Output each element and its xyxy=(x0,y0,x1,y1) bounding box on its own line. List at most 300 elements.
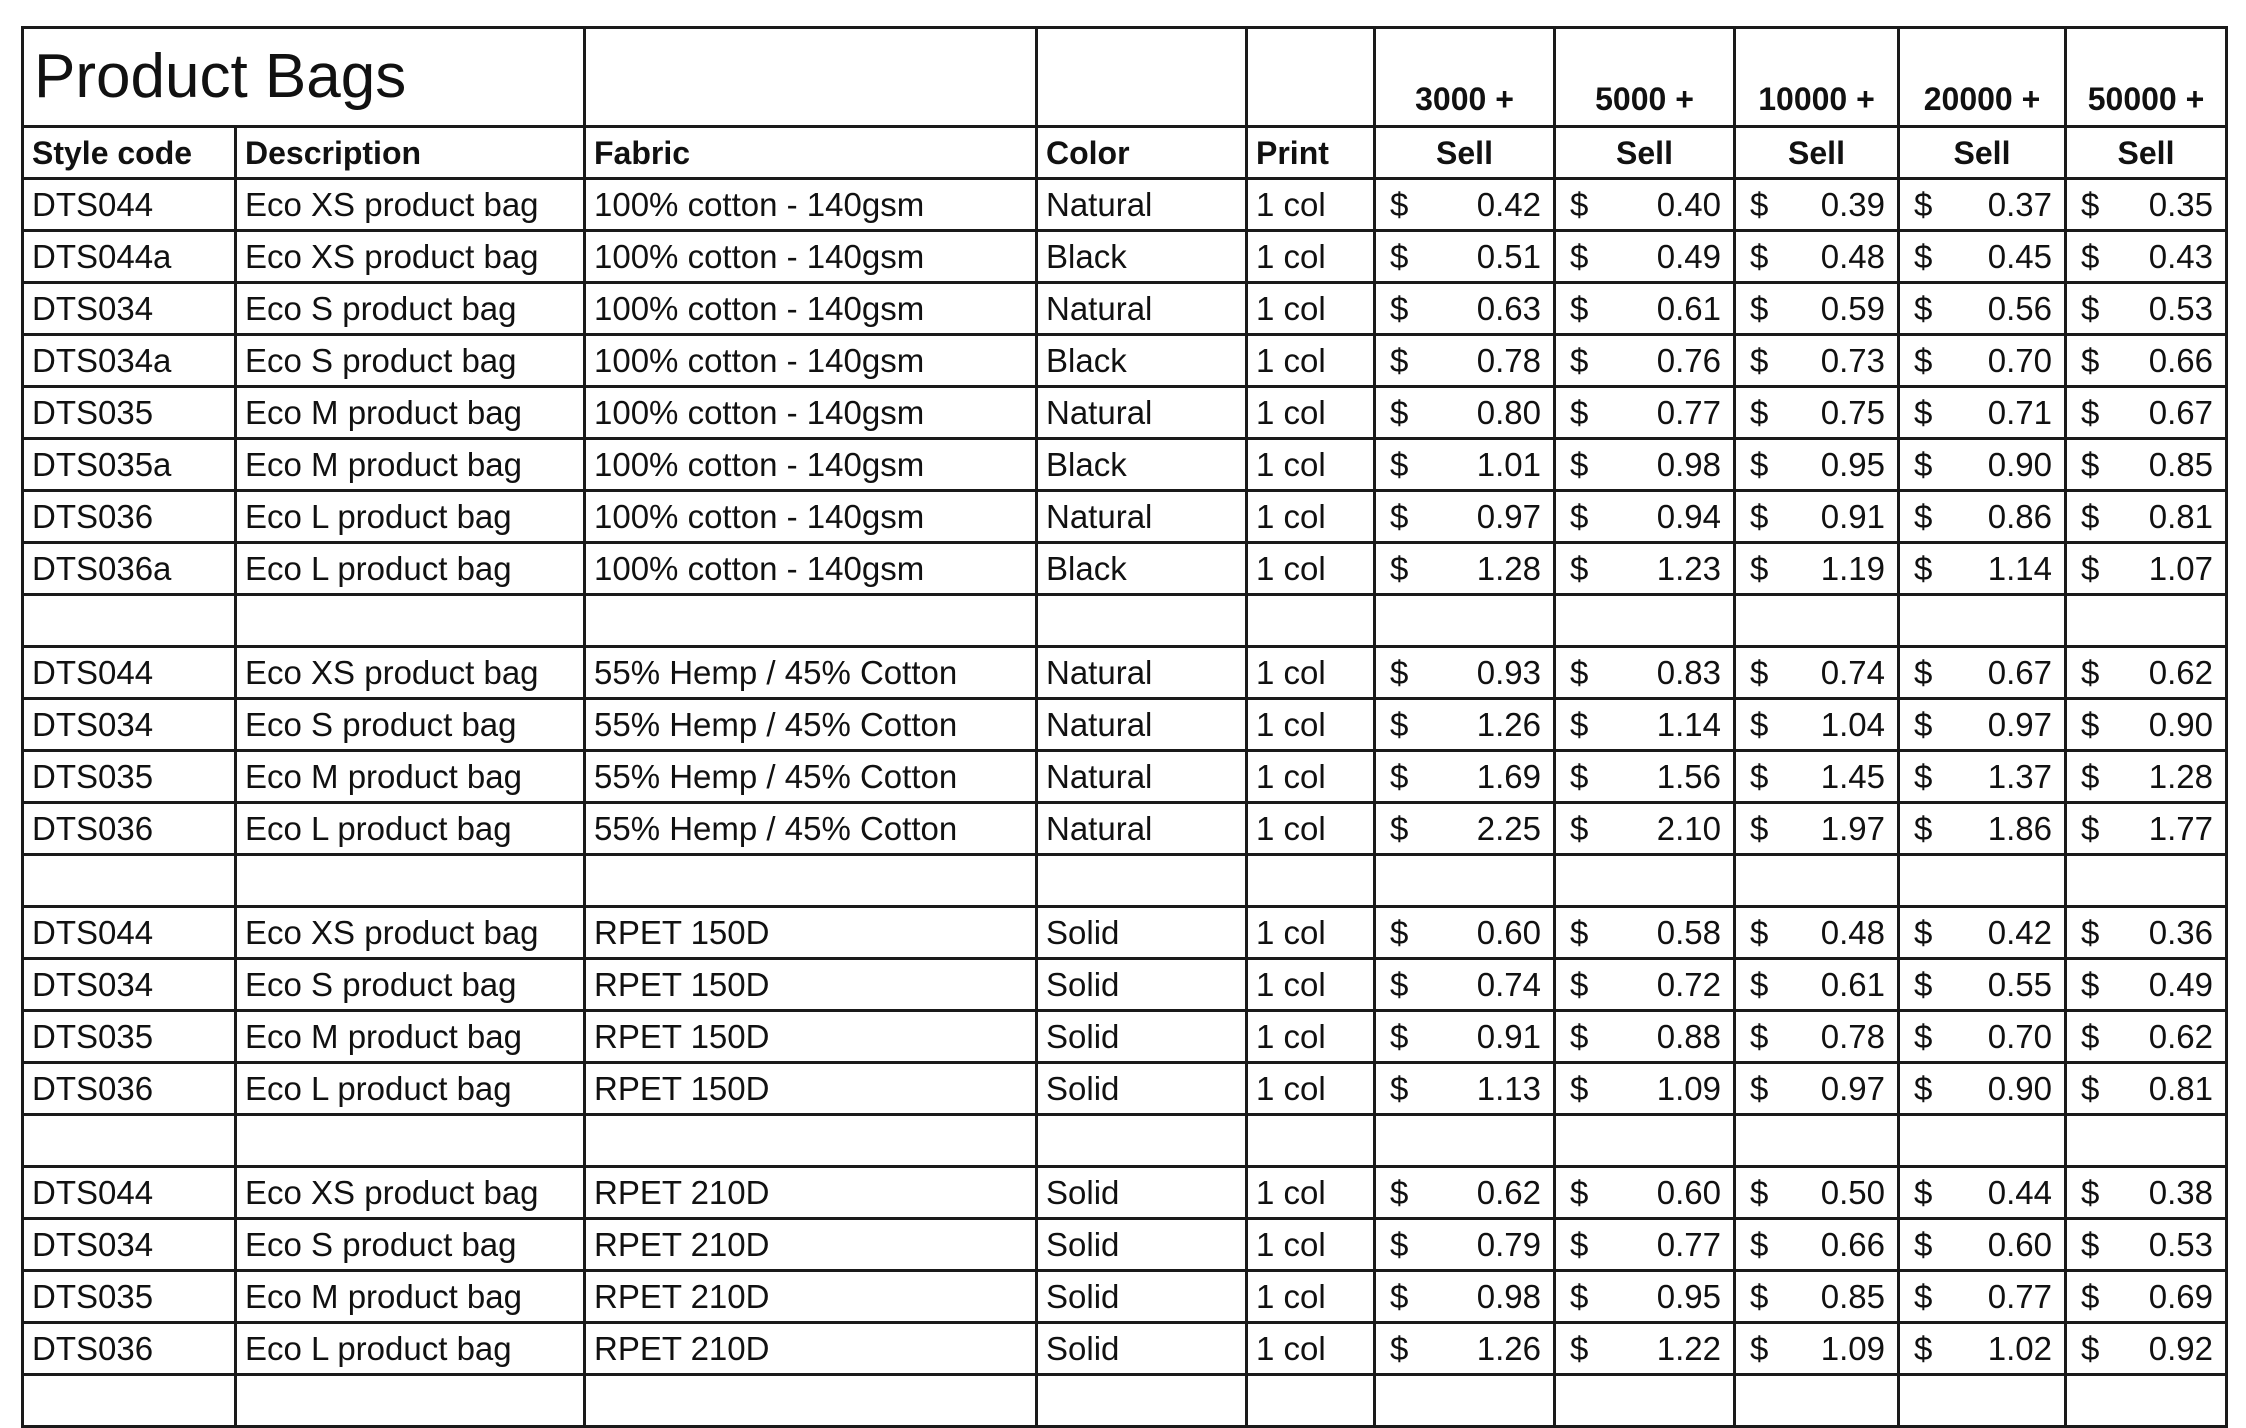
price-cell xyxy=(1555,283,1735,335)
price-amount: 0.98 xyxy=(1656,446,1721,483)
print-cell: 1 col xyxy=(1247,335,1375,387)
qty-header-3000: 3000 + xyxy=(1375,28,1555,127)
blank-cell xyxy=(2066,855,2227,907)
currency-symbol: $ xyxy=(2081,1226,2100,1263)
print-cell: 1 col xyxy=(1247,647,1375,699)
currency-symbol: $ xyxy=(1750,706,1769,743)
price-cell xyxy=(2066,1219,2227,1271)
blank-cell xyxy=(585,1375,1037,1427)
price-cell xyxy=(1375,1219,1555,1271)
currency-symbol: $ xyxy=(1750,758,1769,795)
style-code-cell: DTS035 xyxy=(23,751,236,803)
price-value xyxy=(1750,708,1885,741)
price-amount: 0.91 xyxy=(1820,498,1885,535)
price-value xyxy=(1750,1228,1885,1261)
currency-symbol: $ xyxy=(1750,914,1769,951)
price-cell xyxy=(1555,335,1735,387)
description-cell: Eco XS product bag xyxy=(236,1167,585,1219)
price-cell xyxy=(1735,803,1899,855)
price-amount: 1.13 xyxy=(1476,1070,1541,1107)
currency-symbol: $ xyxy=(2081,654,2100,691)
currency-symbol: $ xyxy=(2081,1278,2100,1315)
price-amount: 0.74 xyxy=(1820,654,1885,691)
price-value xyxy=(1914,240,2052,273)
fabric-cell: RPET 210D xyxy=(585,1323,1037,1375)
fabric-cell: RPET 150D xyxy=(585,1063,1037,1115)
color-cell: Solid xyxy=(1037,1323,1247,1375)
color-cell: Solid xyxy=(1037,959,1247,1011)
style-code-cell: DTS044 xyxy=(23,647,236,699)
currency-symbol: $ xyxy=(1750,1330,1769,1367)
print-cell: 1 col xyxy=(1247,1271,1375,1323)
price-value xyxy=(2081,656,2213,689)
price-amount: 1.04 xyxy=(1820,706,1885,743)
price-cell xyxy=(1375,439,1555,491)
price-value xyxy=(1390,760,1541,793)
price-value xyxy=(2081,968,2213,1001)
price-cell xyxy=(1735,699,1899,751)
description-cell: Eco M product bag xyxy=(236,439,585,491)
price-value xyxy=(2081,760,2213,793)
currency-symbol: $ xyxy=(1390,1330,1409,1367)
price-cell xyxy=(1555,231,1735,283)
price-value xyxy=(1750,1020,1885,1053)
fabric-cell: 55% Hemp / 45% Cotton xyxy=(585,803,1037,855)
price-cell xyxy=(1899,283,2066,335)
table-row xyxy=(23,543,2227,595)
color-cell: Black xyxy=(1037,231,1247,283)
table-row xyxy=(23,179,2227,231)
color-cell: Natural xyxy=(1037,803,1247,855)
fabric-cell: RPET 210D xyxy=(585,1167,1037,1219)
currency-symbol: $ xyxy=(2081,550,2100,587)
style-code-cell: DTS036 xyxy=(23,491,236,543)
price-cell xyxy=(2066,1167,2227,1219)
price-amount: 0.48 xyxy=(1820,238,1885,275)
price-amount: 0.62 xyxy=(2148,654,2213,691)
currency-symbol: $ xyxy=(2081,394,2100,431)
price-value xyxy=(1570,1332,1721,1365)
price-value xyxy=(1914,344,2052,377)
currency-symbol: $ xyxy=(1750,498,1769,535)
currency-symbol: $ xyxy=(1914,238,1933,275)
currency-symbol: $ xyxy=(2081,290,2100,327)
print-cell: 1 col xyxy=(1247,907,1375,959)
currency-symbol: $ xyxy=(2081,1070,2100,1107)
currency-symbol: $ xyxy=(1570,914,1589,951)
currency-symbol: $ xyxy=(1914,810,1933,847)
price-value xyxy=(1390,1332,1541,1365)
price-amount: 1.14 xyxy=(1656,706,1721,743)
blank-cell xyxy=(1735,1375,1899,1427)
price-value xyxy=(1750,968,1885,1001)
price-cell xyxy=(1735,491,1899,543)
price-cell xyxy=(1375,907,1555,959)
currency-symbol: $ xyxy=(1914,1330,1933,1367)
price-value xyxy=(1390,1176,1541,1209)
currency-symbol: $ xyxy=(1570,758,1589,795)
price-value xyxy=(1570,916,1721,949)
blank-cell xyxy=(1037,595,1247,647)
price-amount: 0.81 xyxy=(2148,1070,2213,1107)
price-cell xyxy=(1899,1063,2066,1115)
fabric-cell: RPET 210D xyxy=(585,1219,1037,1271)
price-cell xyxy=(1899,179,2066,231)
price-cell xyxy=(2066,439,2227,491)
currency-symbol: $ xyxy=(1390,654,1409,691)
price-value xyxy=(2081,292,2213,325)
currency-symbol: $ xyxy=(2081,446,2100,483)
table-row xyxy=(23,1323,2227,1375)
color-cell: Black xyxy=(1037,439,1247,491)
print-cell: 1 col xyxy=(1247,491,1375,543)
price-amount: 1.23 xyxy=(1656,550,1721,587)
description-cell: Eco S product bag xyxy=(236,335,585,387)
price-cell xyxy=(1899,959,2066,1011)
price-value xyxy=(1570,708,1721,741)
description-cell: Eco XS product bag xyxy=(236,179,585,231)
blank-cell xyxy=(585,1115,1037,1167)
currency-symbol: $ xyxy=(1914,1018,1933,1055)
style-code-cell: DTS034 xyxy=(23,283,236,335)
price-cell xyxy=(1375,1167,1555,1219)
title-blank-cell xyxy=(585,28,1037,127)
price-value xyxy=(2081,1176,2213,1209)
price-cell xyxy=(1555,543,1735,595)
price-amount: 0.88 xyxy=(1656,1018,1721,1055)
price-cell xyxy=(1555,699,1735,751)
price-value xyxy=(1570,292,1721,325)
style-code-cell: DTS036 xyxy=(23,1063,236,1115)
price-value xyxy=(1390,708,1541,741)
price-value xyxy=(1750,1072,1885,1105)
price-cell xyxy=(1899,751,2066,803)
price-cell xyxy=(1735,179,1899,231)
color-cell: Solid xyxy=(1037,1167,1247,1219)
description-cell: Eco S product bag xyxy=(236,1219,585,1271)
table-row xyxy=(23,231,2227,283)
color-cell: Black xyxy=(1037,335,1247,387)
table-row xyxy=(23,283,2227,335)
price-value xyxy=(1750,812,1885,845)
price-value xyxy=(2081,240,2213,273)
price-value xyxy=(2081,396,2213,429)
blank-cell xyxy=(1037,855,1247,907)
price-amount: 0.75 xyxy=(1820,394,1885,431)
price-amount: 0.77 xyxy=(1656,394,1721,431)
description-cell: Eco L product bag xyxy=(236,1063,585,1115)
blank-cell xyxy=(1555,855,1735,907)
price-cell xyxy=(1735,959,1899,1011)
price-cell xyxy=(1375,1323,1555,1375)
description-cell: Eco L product bag xyxy=(236,803,585,855)
price-value xyxy=(1390,500,1541,533)
price-amount: 0.55 xyxy=(1987,966,2052,1003)
blank-cell xyxy=(236,595,585,647)
price-cell xyxy=(1375,647,1555,699)
price-value xyxy=(2081,812,2213,845)
color-cell: Natural xyxy=(1037,387,1247,439)
price-amount: 0.98 xyxy=(1476,1278,1541,1315)
price-cell xyxy=(1899,699,2066,751)
blank-cell xyxy=(1037,1375,1247,1427)
description-cell: Eco M product bag xyxy=(236,387,585,439)
currency-symbol: $ xyxy=(1570,1018,1589,1055)
price-amount: 1.56 xyxy=(1656,758,1721,795)
price-amount: 0.93 xyxy=(1476,654,1541,691)
currency-symbol: $ xyxy=(1390,446,1409,483)
currency-symbol: $ xyxy=(1750,654,1769,691)
currency-symbol: $ xyxy=(2081,758,2100,795)
price-cell xyxy=(2066,803,2227,855)
blank-cell xyxy=(1555,1115,1735,1167)
price-value xyxy=(1750,240,1885,273)
price-amount: 0.95 xyxy=(1820,446,1885,483)
price-cell xyxy=(2066,751,2227,803)
currency-symbol: $ xyxy=(1390,186,1409,223)
description-cell: Eco L product bag xyxy=(236,543,585,595)
price-value xyxy=(1570,500,1721,533)
price-cell xyxy=(1375,959,1555,1011)
price-value xyxy=(1570,1280,1721,1313)
price-amount: 2.25 xyxy=(1476,810,1541,847)
print-cell: 1 col xyxy=(1247,283,1375,335)
currency-symbol: $ xyxy=(1390,498,1409,535)
price-cell xyxy=(1555,1271,1735,1323)
price-value xyxy=(1570,1176,1721,1209)
currency-symbol: $ xyxy=(1750,290,1769,327)
price-amount: 0.60 xyxy=(1987,1226,2052,1263)
style-code-cell: DTS035 xyxy=(23,1271,236,1323)
header-color: Color xyxy=(1037,127,1247,179)
blank-row xyxy=(23,1115,2227,1167)
price-amount: 1.69 xyxy=(1476,758,1541,795)
price-value xyxy=(1570,240,1721,273)
price-amount: 0.85 xyxy=(1820,1278,1885,1315)
price-amount: 0.76 xyxy=(1656,342,1721,379)
fabric-cell: 100% cotton - 140gsm xyxy=(585,335,1037,387)
blank-cell xyxy=(2066,1375,2227,1427)
price-amount: 0.42 xyxy=(1476,186,1541,223)
print-cell: 1 col xyxy=(1247,439,1375,491)
price-amount: 0.38 xyxy=(2148,1174,2213,1211)
style-code-cell: DTS035 xyxy=(23,1011,236,1063)
price-amount: 0.58 xyxy=(1656,914,1721,951)
price-amount: 0.43 xyxy=(2148,238,2213,275)
price-cell xyxy=(1899,439,2066,491)
currency-symbol: $ xyxy=(1570,394,1589,431)
price-value xyxy=(1570,396,1721,429)
price-amount: 0.44 xyxy=(1987,1174,2052,1211)
price-cell xyxy=(1375,751,1555,803)
price-amount: 1.07 xyxy=(2148,550,2213,587)
color-cell: Solid xyxy=(1037,1063,1247,1115)
description-cell: Eco XS product bag xyxy=(236,647,585,699)
price-amount: 0.94 xyxy=(1656,498,1721,535)
price-amount: 1.45 xyxy=(1820,758,1885,795)
price-cell xyxy=(1899,335,2066,387)
price-amount: 0.92 xyxy=(2148,1330,2213,1367)
currency-symbol: $ xyxy=(1390,394,1409,431)
price-amount: 2.10 xyxy=(1656,810,1721,847)
currency-symbol: $ xyxy=(1570,966,1589,1003)
price-value xyxy=(1914,1332,2052,1365)
price-amount: 0.60 xyxy=(1656,1174,1721,1211)
currency-symbol: $ xyxy=(1914,394,1933,431)
price-cell xyxy=(2066,1063,2227,1115)
blank-cell xyxy=(1735,595,1899,647)
currency-symbol: $ xyxy=(1570,238,1589,275)
price-amount: 0.61 xyxy=(1820,966,1885,1003)
currency-symbol: $ xyxy=(1390,966,1409,1003)
header-print: Print xyxy=(1247,127,1375,179)
description-cell: Eco XS product bag xyxy=(236,231,585,283)
price-amount: 0.81 xyxy=(2148,498,2213,535)
price-cell xyxy=(1899,803,2066,855)
price-value xyxy=(1390,812,1541,845)
price-cell xyxy=(1555,1323,1735,1375)
currency-symbol: $ xyxy=(1390,290,1409,327)
price-cell xyxy=(1735,907,1899,959)
print-cell: 1 col xyxy=(1247,1219,1375,1271)
color-cell: Solid xyxy=(1037,1219,1247,1271)
price-amount: 0.78 xyxy=(1476,342,1541,379)
price-value xyxy=(1390,396,1541,429)
price-amount: 0.97 xyxy=(1820,1070,1885,1107)
price-amount: 1.28 xyxy=(2148,758,2213,795)
price-table xyxy=(21,26,2228,1428)
description-cell: Eco S product bag xyxy=(236,959,585,1011)
price-value xyxy=(2081,188,2213,221)
price-value xyxy=(2081,552,2213,585)
price-amount: 0.59 xyxy=(1820,290,1885,327)
price-cell xyxy=(1555,907,1735,959)
print-cell: 1 col xyxy=(1247,231,1375,283)
currency-symbol: $ xyxy=(1914,966,1933,1003)
price-value xyxy=(1390,344,1541,377)
currency-symbol: $ xyxy=(1750,446,1769,483)
color-cell: Solid xyxy=(1037,907,1247,959)
price-amount: 0.70 xyxy=(1987,1018,2052,1055)
currency-symbol: $ xyxy=(2081,1174,2100,1211)
price-amount: 0.62 xyxy=(1476,1174,1541,1211)
price-value xyxy=(1390,1280,1541,1313)
description-cell: Eco S product bag xyxy=(236,699,585,751)
color-cell: Natural xyxy=(1037,283,1247,335)
price-amount: 0.49 xyxy=(2148,966,2213,1003)
price-value xyxy=(1570,552,1721,585)
currency-symbol: $ xyxy=(1914,706,1933,743)
price-amount: 1.14 xyxy=(1987,550,2052,587)
blank-cell xyxy=(1555,1375,1735,1427)
currency-symbol: $ xyxy=(1914,186,1933,223)
column-header-row xyxy=(23,127,2227,179)
currency-symbol: $ xyxy=(1390,810,1409,847)
price-value xyxy=(1750,1176,1885,1209)
currency-symbol: $ xyxy=(1570,342,1589,379)
price-cell xyxy=(1375,1063,1555,1115)
currency-symbol: $ xyxy=(1570,706,1589,743)
description-cell: Eco M product bag xyxy=(236,1011,585,1063)
price-value xyxy=(1570,968,1721,1001)
style-code-cell: DTS035a xyxy=(23,439,236,491)
price-cell xyxy=(1735,1167,1899,1219)
price-cell xyxy=(1375,699,1555,751)
price-value xyxy=(1390,916,1541,949)
qty-header-50000: 50000 + xyxy=(2066,28,2227,127)
price-value xyxy=(2081,1280,2213,1313)
table-row xyxy=(23,491,2227,543)
price-amount: 0.74 xyxy=(1476,966,1541,1003)
price-cell xyxy=(2066,543,2227,595)
blank-cell xyxy=(1555,595,1735,647)
print-cell: 1 col xyxy=(1247,751,1375,803)
price-amount: 0.53 xyxy=(2148,1226,2213,1263)
description-cell: Eco M product bag xyxy=(236,751,585,803)
currency-symbol: $ xyxy=(2081,914,2100,951)
currency-symbol: $ xyxy=(2081,966,2100,1003)
price-value xyxy=(1390,552,1541,585)
price-value xyxy=(1570,656,1721,689)
price-cell xyxy=(1735,439,1899,491)
price-amount: 0.97 xyxy=(1476,498,1541,535)
price-value xyxy=(1914,448,2052,481)
price-amount: 0.90 xyxy=(2148,706,2213,743)
currency-symbol: $ xyxy=(1914,914,1933,951)
currency-symbol: $ xyxy=(1914,342,1933,379)
blank-cell xyxy=(585,595,1037,647)
table-row xyxy=(23,439,2227,491)
price-value xyxy=(1390,240,1541,273)
price-cell xyxy=(1899,543,2066,595)
price-cell xyxy=(1735,1219,1899,1271)
print-cell: 1 col xyxy=(1247,959,1375,1011)
price-value xyxy=(1914,1228,2052,1261)
price-amount: 0.60 xyxy=(1476,914,1541,951)
price-value xyxy=(1914,500,2052,533)
currency-symbol: $ xyxy=(1570,446,1589,483)
blank-cell xyxy=(1735,1115,1899,1167)
print-cell: 1 col xyxy=(1247,1063,1375,1115)
price-value xyxy=(1570,1228,1721,1261)
currency-symbol: $ xyxy=(1570,290,1589,327)
header-sell: Sell xyxy=(1735,127,1899,179)
price-amount: 0.66 xyxy=(1820,1226,1885,1263)
price-cell xyxy=(1555,439,1735,491)
style-code-cell: DTS044 xyxy=(23,179,236,231)
currency-symbol: $ xyxy=(1914,654,1933,691)
fabric-cell: RPET 150D xyxy=(585,1011,1037,1063)
currency-symbol: $ xyxy=(1390,342,1409,379)
price-value xyxy=(1914,656,2052,689)
currency-symbol: $ xyxy=(2081,498,2100,535)
price-cell xyxy=(2066,907,2227,959)
price-value xyxy=(2081,1072,2213,1105)
currency-symbol: $ xyxy=(1570,1330,1589,1367)
currency-symbol: $ xyxy=(2081,1330,2100,1367)
price-amount: 1.26 xyxy=(1476,1330,1541,1367)
price-value xyxy=(1750,916,1885,949)
price-cell xyxy=(1375,1011,1555,1063)
price-amount: 0.73 xyxy=(1820,342,1885,379)
price-cell xyxy=(2066,231,2227,283)
currency-symbol: $ xyxy=(1390,1070,1409,1107)
price-cell xyxy=(1555,959,1735,1011)
currency-symbol: $ xyxy=(2081,1018,2100,1055)
price-amount: 0.90 xyxy=(1987,1070,2052,1107)
color-cell: Natural xyxy=(1037,699,1247,751)
currency-symbol: $ xyxy=(1750,550,1769,587)
